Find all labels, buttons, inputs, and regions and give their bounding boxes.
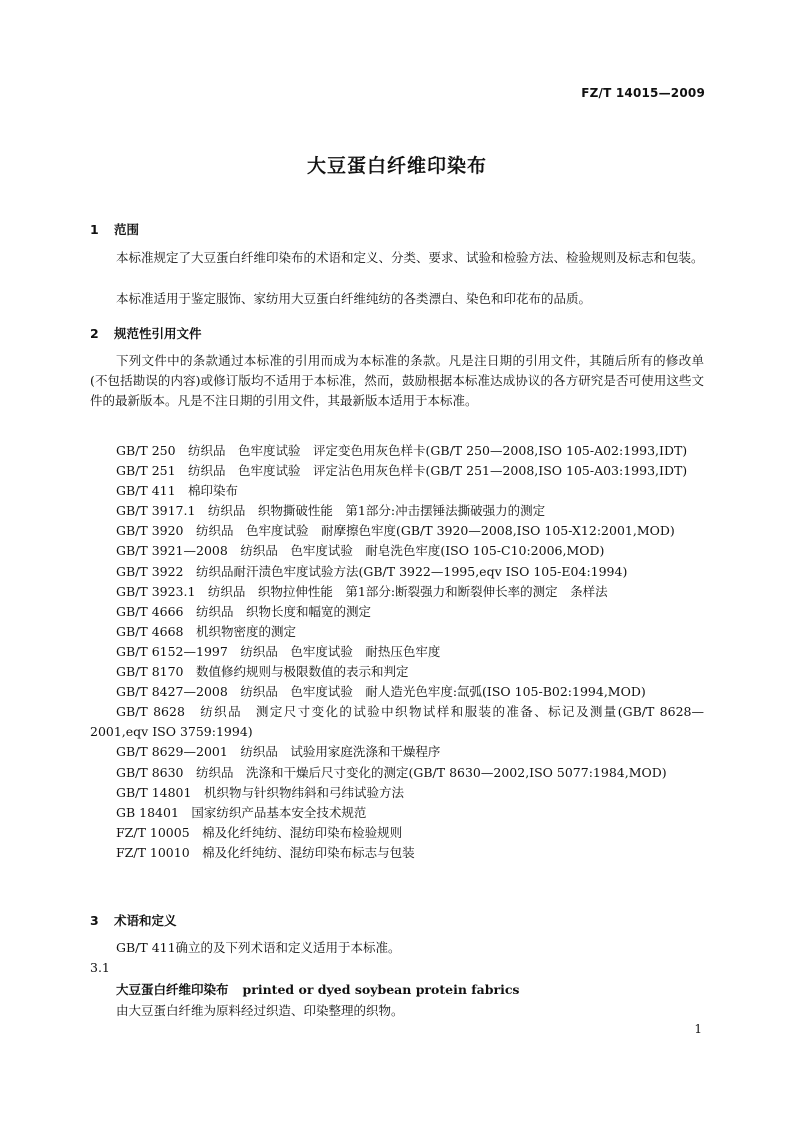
section-2-number: 2 (90, 326, 99, 341)
section-2-intro: 下列文件中的条款通过本标准的引用而成为本标准的条款。凡是注日期的引用文件，其随后所有的修改单(不包括勘误的内容)或修订版均不适用于本标准，然而，鼓励根据本标准达成协议的各方研究是否可使用这些文件的最新版本。凡是不注日期的引用文件，其最新版本适用于本标准。 (90, 353, 704, 408)
reference-item: FZ/T 10010 棉及化纤纯纺、混纺印染布标志与包装 (116, 844, 415, 860)
reference-list (90, 441, 704, 863)
reference-item: GB/T 8427—2008 纺织品 色牢度试验 耐人造光色牢度:氙弧(ISO 105-B02:1994,MOD) (116, 684, 646, 700)
reference-item: GB 18401 国家纺织产品基本安全技术规范 (116, 804, 367, 820)
reference-item: GB/T 14801 机织物与针织物纬斜和弓纬试验方法 (116, 784, 404, 800)
page-number: 1 (694, 1022, 702, 1036)
reference-item: GB/T 8629—2001 纺织品 试验用家庭洗涤和干燥程序 (116, 744, 441, 760)
reference-item: GB/T 3923.1 纺织品 织物拉伸性能 第1部分:断裂强力和断裂伸长率的测定 条样法 (116, 583, 608, 599)
section-1-title: 范围 (114, 222, 140, 237)
term-line (116, 980, 519, 998)
section-3-heading (90, 911, 177, 929)
reference-item: FZ/T 10005 棉及化纤纯纺、混纺印染布检验规则 (116, 824, 403, 840)
reference-item: GB/T 3920 纺织品 色牢度试验 耐摩擦色牢度(GB/T 3920—2008,ISO 105-X12:2001,MOD) (116, 523, 675, 539)
clause-3-1-number: 3.1 (90, 960, 110, 975)
section-1-heading (90, 220, 139, 238)
reference-item: GB/T 4668 机织物密度的测定 (116, 623, 297, 639)
section-3-title: 术语和定义 (114, 913, 177, 928)
section-3-number: 3 (90, 913, 99, 928)
term-definition: 由大豆蛋白纤维为原料经过织造、印染整理的织物。 (116, 1003, 404, 1018)
reference-item: GB/T 8170 数值修约规则与极限数值的表示和判定 (116, 664, 409, 680)
reference-item: GB/T 3921—2008 纺织品 色牢度试验 耐皂洗色牢度(ISO 105-C10:2006,MOD) (116, 543, 605, 559)
reference-item: GB/T 4666 纺织品 织物长度和幅宽的测定 (116, 603, 372, 619)
document-title: 大豆蛋白纤维印染布 (306, 155, 487, 177)
section-2-heading (90, 324, 202, 342)
reference-item: GB/T 411 棉印染布 (116, 483, 239, 499)
reference-item: GB/T 8630 纺织品 洗涤和干燥后尺寸变化的测定(GB/T 8630—2002,ISO 5077:1984,MOD) (116, 764, 667, 780)
section-3-intro: GB/T 411确立的及下列术语和定义适用于本标准。 (116, 940, 401, 955)
reference-item: GB/T 251 纺织品 色牢度试验 评定沾色用灰色样卡(GB/T 251—2008,ISO 105-A03:1993,IDT) (116, 463, 688, 479)
standard-code: FZ/T 14015—2009 (581, 86, 705, 100)
section-2-title: 规范性引用文件 (114, 326, 202, 341)
section-1-paragraph-2: 本标准适用于鉴定服饰、家纺用大豆蛋白纤维纯纺的各类漂白、染色和印花布的品质。 (116, 291, 592, 306)
reference-item: GB/T 8628 纺织品 测定尺寸变化的试验中织物试样和服装的准备、标记及测量(GB/T 8628—2001,eqv ISO 3759:1994) (90, 704, 704, 740)
term-english: printed or dyed soybean protein fabrics (242, 982, 520, 997)
section-1-paragraph-1: 本标准规定了大豆蛋白纤维印染布的术语和定义、分类、要求、试验和检验方法、检验规则及标志和包装。 (116, 250, 704, 265)
reference-item: GB/T 3917.1 纺织品 织物撕破性能 第1部分:冲击摆锤法撕破强力的测定 (116, 503, 546, 519)
reference-item: GB/T 6152—1997 纺织品 色牢度试验 耐热压色牢度 (116, 643, 441, 659)
section-1-number: 1 (90, 222, 99, 237)
reference-item: GB/T 250 纺织品 色牢度试验 评定变色用灰色样卡(GB/T 250—2008,ISO 105-A02:1993,IDT) (116, 443, 688, 458)
reference-item: GB/T 3922 纺织品耐汗渍色牢度试验方法(GB/T 3922—1995,eqv ISO 105-E04:1994) (116, 563, 628, 579)
term-chinese: 大豆蛋白纤维印染布 (116, 982, 229, 997)
